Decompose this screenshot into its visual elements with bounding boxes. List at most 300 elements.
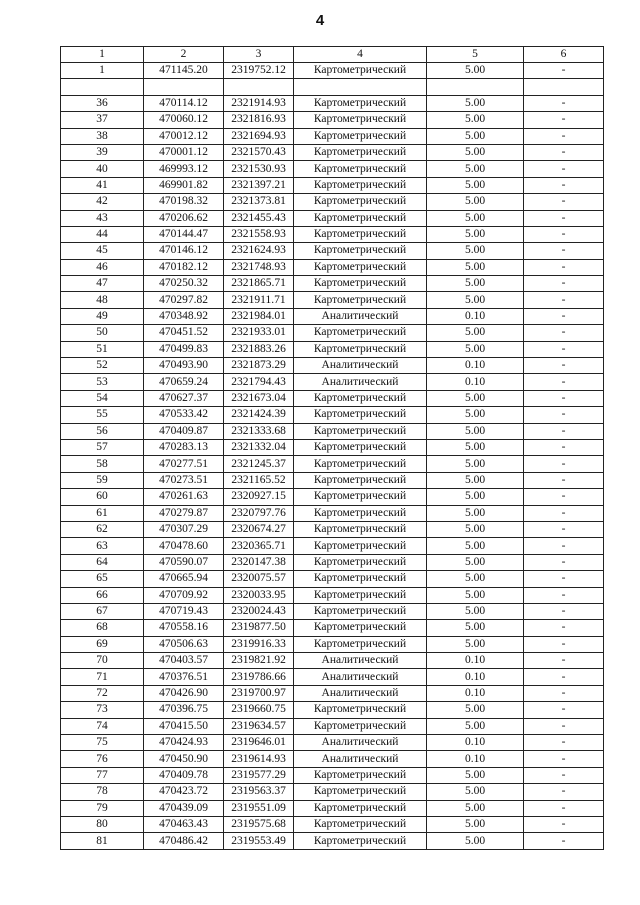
note-cell: - [524,210,604,226]
method-cell: Картометрический [294,194,427,210]
accuracy-cell: 5.00 [427,620,524,636]
accuracy-cell: 5.00 [427,816,524,832]
table-row [61,423,604,439]
note-cell: - [524,653,604,669]
note-cell: - [524,161,604,177]
point-number-cell: 44 [61,226,144,242]
point-number-cell [61,79,144,95]
note-cell: - [524,751,604,767]
y-coordinate-cell: 2320147.38 [224,554,294,570]
accuracy-cell: 5.00 [427,521,524,537]
table-row [61,79,604,95]
note-cell: - [524,669,604,685]
note-cell: - [524,95,604,111]
x-coordinate-cell: 470659.24 [144,374,224,390]
table-row [61,259,604,275]
point-number-cell: 69 [61,636,144,652]
table-row [61,571,604,587]
accuracy-cell: 5.00 [427,603,524,619]
table-row [61,702,604,718]
method-cell: Картометрический [294,505,427,521]
accuracy-cell: 5.00 [427,95,524,111]
y-coordinate-cell: 2321455.43 [224,210,294,226]
accuracy-cell: 0.10 [427,669,524,685]
point-number-cell: 70 [61,653,144,669]
note-cell: - [524,374,604,390]
table-header-row [61,47,604,63]
table-row [61,636,604,652]
table-row [61,341,604,357]
page-number: 4 [315,12,325,29]
table-row [61,308,604,324]
y-coordinate-cell: 2321883.26 [224,341,294,357]
method-cell: Картометрический [294,718,427,734]
method-cell: Картометрический [294,63,427,79]
method-cell: Картометрический [294,259,427,275]
accuracy-cell: 5.00 [427,587,524,603]
x-coordinate-cell: 470486.42 [144,833,224,849]
method-cell: Картометрический [294,472,427,488]
accuracy-cell: 5.00 [427,538,524,554]
method-cell: Аналитический [294,751,427,767]
x-coordinate-cell: 470198.32 [144,194,224,210]
method-cell: Аналитический [294,374,427,390]
table-row [61,95,604,111]
table-row [61,554,604,570]
y-coordinate-cell: 2321570.43 [224,144,294,160]
accuracy-cell [427,79,524,95]
table-row [61,161,604,177]
x-coordinate-cell: 470426.90 [144,685,224,701]
y-coordinate-cell: 2321748.93 [224,259,294,275]
note-cell: - [524,603,604,619]
note-cell: - [524,685,604,701]
table-row [61,800,604,816]
table-row [61,735,604,751]
table-row [61,538,604,554]
note-cell: - [524,194,604,210]
method-cell [294,79,427,95]
x-coordinate-cell: 470297.82 [144,292,224,308]
coordinates-table [60,46,604,850]
x-coordinate-cell: 470533.42 [144,407,224,423]
note-cell: - [524,718,604,734]
y-coordinate-cell: 2321933.01 [224,325,294,341]
point-number-cell: 42 [61,194,144,210]
method-cell: Картометрический [294,800,427,816]
method-cell: Картометрический [294,226,427,242]
y-coordinate-cell: 2320075.57 [224,571,294,587]
y-coordinate-cell: 2321984.01 [224,308,294,324]
method-cell: Картометрический [294,177,427,193]
accuracy-cell: 5.00 [427,226,524,242]
table-row [61,833,604,849]
x-coordinate-cell: 470012.12 [144,128,224,144]
x-coordinate-cell: 470493.90 [144,358,224,374]
table-row [61,767,604,783]
table-row [61,620,604,636]
point-number-cell: 37 [61,112,144,128]
method-cell: Аналитический [294,358,427,374]
note-cell: - [524,571,604,587]
table-row [61,243,604,259]
note-cell: - [524,505,604,521]
table-row [61,358,604,374]
header-cell-3: 3 [224,47,294,63]
y-coordinate-cell: 2319551.09 [224,800,294,816]
point-number-cell: 66 [61,587,144,603]
accuracy-cell: 5.00 [427,423,524,439]
y-coordinate-cell: 2319916.33 [224,636,294,652]
y-coordinate-cell: 2319660.75 [224,702,294,718]
x-coordinate-cell: 470396.75 [144,702,224,718]
accuracy-cell: 5.00 [427,128,524,144]
accuracy-cell: 5.00 [427,767,524,783]
x-coordinate-cell: 470558.16 [144,620,224,636]
note-cell: - [524,620,604,636]
table-row [61,489,604,505]
method-cell: Картометрический [294,407,427,423]
point-number-cell: 71 [61,669,144,685]
note-cell: - [524,816,604,832]
note-cell: - [524,292,604,308]
note-cell: - [524,587,604,603]
note-cell: - [524,784,604,800]
y-coordinate-cell: 2319786.66 [224,669,294,685]
method-cell: Картометрический [294,554,427,570]
table-row [61,194,604,210]
method-cell: Аналитический [294,685,427,701]
note-cell: - [524,407,604,423]
x-coordinate-cell: 470423.72 [144,784,224,800]
x-coordinate-cell: 470376.51 [144,669,224,685]
note-cell: - [524,489,604,505]
point-number-cell: 72 [61,685,144,701]
point-number-cell: 47 [61,276,144,292]
point-number-cell: 79 [61,800,144,816]
note-cell: - [524,456,604,472]
x-coordinate-cell: 470182.12 [144,259,224,275]
note-cell: - [524,259,604,275]
y-coordinate-cell: 2319700.97 [224,685,294,701]
accuracy-cell: 0.10 [427,685,524,701]
method-cell: Картометрический [294,603,427,619]
header-cell-1: 1 [61,47,144,63]
table-row [61,603,604,619]
accuracy-cell: 5.00 [427,636,524,652]
y-coordinate-cell: 2320365.71 [224,538,294,554]
x-coordinate-cell: 470001.12 [144,144,224,160]
table-body [61,63,604,850]
method-cell: Картометрический [294,767,427,783]
accuracy-cell: 0.10 [427,751,524,767]
method-cell: Картометрический [294,439,427,455]
method-cell: Картометрический [294,620,427,636]
table-row [61,784,604,800]
accuracy-cell: 5.00 [427,325,524,341]
point-number-cell: 74 [61,718,144,734]
y-coordinate-cell: 2319614.93 [224,751,294,767]
x-coordinate-cell: 470250.32 [144,276,224,292]
method-cell: Картометрический [294,456,427,472]
x-coordinate-cell [144,79,224,95]
table-row [61,112,604,128]
y-coordinate-cell: 2321794.43 [224,374,294,390]
table-row [61,456,604,472]
method-cell: Картометрический [294,128,427,144]
note-cell: - [524,800,604,816]
header-cell-6: 6 [524,47,604,63]
accuracy-cell: 5.00 [427,554,524,570]
accuracy-cell: 5.00 [427,259,524,275]
note-cell [524,79,604,95]
header-cell-5: 5 [427,47,524,63]
table-row [61,751,604,767]
y-coordinate-cell: 2321624.93 [224,243,294,259]
x-coordinate-cell: 470590.07 [144,554,224,570]
y-coordinate-cell: 2319752.12 [224,63,294,79]
x-coordinate-cell: 470277.51 [144,456,224,472]
y-coordinate-cell: 2319577.29 [224,767,294,783]
point-number-cell: 51 [61,341,144,357]
accuracy-cell: 5.00 [427,194,524,210]
x-coordinate-cell: 469993.12 [144,161,224,177]
point-number-cell: 54 [61,390,144,406]
point-number-cell: 56 [61,423,144,439]
y-coordinate-cell: 2319553.49 [224,833,294,849]
method-cell: Картометрический [294,95,427,111]
x-coordinate-cell: 470146.12 [144,243,224,259]
y-coordinate-cell: 2321333.68 [224,423,294,439]
header-cell-2: 2 [144,47,224,63]
table-row [61,226,604,242]
x-coordinate-cell: 470709.92 [144,587,224,603]
method-cell: Аналитический [294,308,427,324]
x-coordinate-cell: 470273.51 [144,472,224,488]
accuracy-cell: 5.00 [427,833,524,849]
table-row [61,653,604,669]
x-coordinate-cell: 470261.63 [144,489,224,505]
x-coordinate-cell: 471145.20 [144,63,224,79]
accuracy-cell: 0.10 [427,735,524,751]
method-cell: Аналитический [294,669,427,685]
note-cell: - [524,226,604,242]
point-number-cell: 1 [61,63,144,79]
point-number-cell: 68 [61,620,144,636]
method-cell: Картометрический [294,161,427,177]
point-number-cell: 78 [61,784,144,800]
point-number-cell: 80 [61,816,144,832]
method-cell: Картометрический [294,341,427,357]
y-coordinate-cell: 2320674.27 [224,521,294,537]
accuracy-cell: 5.00 [427,505,524,521]
header-cell-4: 4 [294,47,427,63]
method-cell: Картометрический [294,833,427,849]
method-cell: Картометрический [294,521,427,537]
x-coordinate-cell: 470506.63 [144,636,224,652]
accuracy-cell: 5.00 [427,571,524,587]
method-cell: Аналитический [294,735,427,751]
y-coordinate-cell: 2320033.95 [224,587,294,603]
point-number-cell: 75 [61,735,144,751]
y-coordinate-cell: 2321873.29 [224,358,294,374]
point-number-cell: 81 [61,833,144,849]
table-row [61,276,604,292]
point-number-cell: 55 [61,407,144,423]
y-coordinate-cell: 2321816.93 [224,112,294,128]
accuracy-cell: 5.00 [427,439,524,455]
table-row [61,390,604,406]
method-cell: Картометрический [294,423,427,439]
x-coordinate-cell: 470114.12 [144,95,224,111]
method-cell: Картометрический [294,210,427,226]
y-coordinate-cell: 2321165.52 [224,472,294,488]
table-row [61,177,604,193]
accuracy-cell: 5.00 [427,292,524,308]
accuracy-cell: 5.00 [427,800,524,816]
accuracy-cell: 5.00 [427,177,524,193]
note-cell: - [524,472,604,488]
accuracy-cell: 5.00 [427,702,524,718]
accuracy-cell: 5.00 [427,456,524,472]
method-cell: Картометрический [294,702,427,718]
note-cell: - [524,128,604,144]
y-coordinate-cell: 2319575.68 [224,816,294,832]
accuracy-cell: 5.00 [427,472,524,488]
method-cell: Картометрический [294,489,427,505]
y-coordinate-cell: 2321865.71 [224,276,294,292]
accuracy-cell: 5.00 [427,63,524,79]
accuracy-cell: 5.00 [427,489,524,505]
x-coordinate-cell: 470279.87 [144,505,224,521]
x-coordinate-cell: 470283.13 [144,439,224,455]
y-coordinate-cell: 2321911.71 [224,292,294,308]
x-coordinate-cell: 470403.57 [144,653,224,669]
point-number-cell: 52 [61,358,144,374]
point-number-cell: 40 [61,161,144,177]
x-coordinate-cell: 470719.43 [144,603,224,619]
table-row [61,407,604,423]
method-cell: Картометрический [294,112,427,128]
method-cell: Картометрический [294,325,427,341]
x-coordinate-cell: 470499.83 [144,341,224,357]
note-cell: - [524,521,604,537]
note-cell: - [524,538,604,554]
table-row [61,292,604,308]
table-row [61,718,604,734]
accuracy-cell: 0.10 [427,653,524,669]
point-number-cell: 58 [61,456,144,472]
x-coordinate-cell: 470307.29 [144,521,224,537]
table-row [61,210,604,226]
x-coordinate-cell: 470060.12 [144,112,224,128]
table-row [61,374,604,390]
accuracy-cell: 5.00 [427,112,524,128]
x-coordinate-cell: 470627.37 [144,390,224,406]
point-number-cell: 61 [61,505,144,521]
method-cell: Картометрический [294,538,427,554]
point-number-cell: 39 [61,144,144,160]
y-coordinate-cell: 2320024.43 [224,603,294,619]
x-coordinate-cell: 470665.94 [144,571,224,587]
x-coordinate-cell: 470409.78 [144,767,224,783]
y-coordinate-cell: 2319634.57 [224,718,294,734]
method-cell: Картометрический [294,571,427,587]
y-coordinate-cell: 2321673.04 [224,390,294,406]
table-row [61,325,604,341]
method-cell: Картометрический [294,816,427,832]
method-cell: Картометрический [294,276,427,292]
table-row [61,505,604,521]
method-cell: Картометрический [294,587,427,603]
method-cell: Аналитический [294,653,427,669]
y-coordinate-cell: 2320927.15 [224,489,294,505]
accuracy-cell: 0.10 [427,358,524,374]
accuracy-cell: 5.00 [427,144,524,160]
method-cell: Картометрический [294,292,427,308]
table-row [61,521,604,537]
y-coordinate-cell: 2321558.93 [224,226,294,242]
accuracy-cell: 5.00 [427,276,524,292]
point-number-cell: 65 [61,571,144,587]
x-coordinate-cell: 470450.90 [144,751,224,767]
note-cell: - [524,735,604,751]
table-row [61,439,604,455]
point-number-cell: 48 [61,292,144,308]
x-coordinate-cell: 470409.87 [144,423,224,439]
y-coordinate-cell: 2321914.93 [224,95,294,111]
table-row [61,63,604,79]
point-number-cell: 59 [61,472,144,488]
point-number-cell: 73 [61,702,144,718]
x-coordinate-cell: 470206.62 [144,210,224,226]
point-number-cell: 36 [61,95,144,111]
accuracy-cell: 0.10 [427,308,524,324]
note-cell: - [524,833,604,849]
table-row [61,685,604,701]
note-cell: - [524,308,604,324]
note-cell: - [524,144,604,160]
point-number-cell: 49 [61,308,144,324]
y-coordinate-cell: 2319563.37 [224,784,294,800]
point-number-cell: 63 [61,538,144,554]
x-coordinate-cell: 470451.52 [144,325,224,341]
note-cell: - [524,767,604,783]
accuracy-cell: 5.00 [427,407,524,423]
accuracy-cell: 5.00 [427,341,524,357]
x-coordinate-cell: 470424.93 [144,735,224,751]
y-coordinate-cell: 2321694.93 [224,128,294,144]
point-number-cell: 77 [61,767,144,783]
x-coordinate-cell: 470463.43 [144,816,224,832]
point-number-cell: 57 [61,439,144,455]
x-coordinate-cell: 470144.47 [144,226,224,242]
point-number-cell: 45 [61,243,144,259]
note-cell: - [524,439,604,455]
note-cell: - [524,423,604,439]
table-row [61,669,604,685]
method-cell: Картометрический [294,390,427,406]
table-row [61,816,604,832]
y-coordinate-cell: 2321332.04 [224,439,294,455]
note-cell: - [524,554,604,570]
y-coordinate-cell [224,79,294,95]
y-coordinate-cell: 2321530.93 [224,161,294,177]
point-number-cell: 53 [61,374,144,390]
point-number-cell: 46 [61,259,144,275]
x-coordinate-cell: 470348.92 [144,308,224,324]
point-number-cell: 50 [61,325,144,341]
